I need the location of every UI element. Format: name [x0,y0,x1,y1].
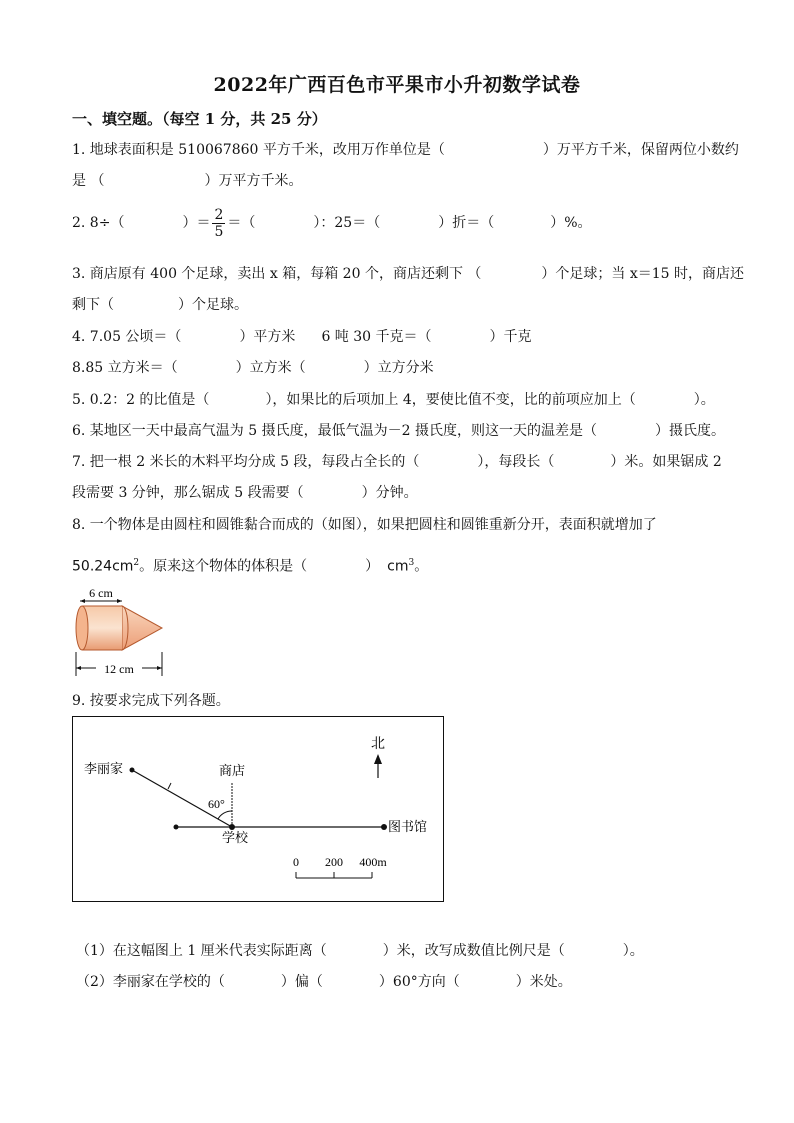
fraction-two-fifths [212,207,225,240]
q9-1-text-c: ）。 [622,943,644,959]
q9-text: 9. 按要求完成下列各题。 [72,693,230,709]
library-point [381,824,387,830]
question-8-line-2 [72,553,428,577]
question-5 [72,390,715,410]
section-heading: 一、填空题。（每空 1 分，共 25 分） [72,110,327,128]
angle-label: 60° [208,797,225,811]
direction-map [72,716,444,902]
q4-text-b: ）平方米 [239,329,296,345]
scale-zero-label: 0 [293,855,299,869]
scale-400-label: 400m [359,855,387,869]
shop-label: 商店 [219,764,246,779]
q2-text-b: ）＝ [182,215,211,231]
top-dimension-label: 6 cm [89,586,113,600]
q7-text-b: ），每段长（ [477,454,555,470]
q2-text-e: ）折＝（ [438,215,495,231]
map-frame [73,717,444,902]
home-point [130,768,135,773]
q4-text-a: 4. 7.05 公顷＝（ [72,329,182,345]
q7-text-e: ）分钟。 [361,485,418,501]
bottom-dimension-label: 12 cm [104,662,134,676]
question-3-line-2 [72,295,248,315]
q4-text-e: 8.85 立方米＝（ [72,360,178,376]
q3-text-d: ）个足球。 [178,297,248,313]
q4-text-g: ）立方分米 [363,360,434,376]
library-label: 图书馆 [388,820,428,835]
q8-volume-exponent: 3 [408,558,415,568]
q2-text-f: ）%。 [550,215,592,231]
cylinder-left-face [76,606,88,650]
question-9-part-1 [76,941,644,961]
question-9-part-2 [76,972,572,992]
question-4-line-1 [72,327,532,347]
q4-text-c: 6 吨 30 千克＝（ [321,329,432,345]
q5-text-b: ），如果比的后项加上 4，要使比值不变，比的前项应加上（ [265,392,636,408]
q9-1-text-b: ）米，改写成数值比例尺是（ [382,943,565,959]
q8-text-a: 8. 一个物体是由圆柱和圆锥黏合而成的（如图），如果把圆柱和圆锥重新分开，表面积就增加了 [72,517,657,533]
q8-volume-unit: cm [387,558,409,575]
q6-text-a: 6. 某地区一天中最高气温为 5 摄氏度，最低气温为－2 摄氏度，则这一天的温差是（ [72,423,597,439]
north-label: 北 [371,736,385,752]
q8-area-value: 50.24cm [72,558,134,575]
q9-1-text-a: （1）在这幅图上 1 厘米代表实际距离（ [76,943,327,959]
q4-text-f: ）立方米（ [235,360,306,376]
fraction-denominator: 5 [214,223,224,240]
cylinder-cone-figure [70,584,170,680]
question-1-line-1 [72,140,739,160]
q4-text-d: ）千克 [489,329,532,345]
q8-text-b: 。原来这个物体的体积是（ [139,558,308,575]
question-4-line-2 [72,358,434,378]
q1-text-c: 是 （ [72,173,105,189]
fraction-numerator: 2 [214,206,224,223]
question-8-line-1 [72,515,657,535]
q1-text-d: ）万平方千米。 [204,173,303,189]
q8-area-exponent: 2 [133,558,140,568]
scale-200-label: 200 [325,855,343,869]
question-7-line-2 [72,483,418,503]
q9-2-text-b: ）偏（ [280,974,323,990]
q3-text-b: ）个足球；当 x＝15 时，商店还 [541,266,745,282]
q7-text-a: 7. 把一根 2 米长的木料平均分成 5 段，每段占全长的（ [72,454,420,470]
q5-text-c: ）。 [693,392,715,408]
school-point [229,824,235,830]
q9-2-text-d: ）米处。 [515,974,572,990]
question-3-line-1 [72,264,744,284]
q6-text-b: ）摄氏度。 [654,423,725,439]
q8-text-c: ） [365,558,380,575]
question-2 [72,205,592,241]
school-label: 学校 [222,831,249,846]
q8-text-d: 。 [414,558,429,575]
q5-text-a: 5. 0.2：2 的比值是（ [72,392,210,408]
q2-text-d: ）：25＝（ [313,215,381,231]
q9-2-text-c: ）60°方向（ [378,974,460,990]
q3-text-c: 剩下（ [72,297,114,313]
exam-title: 2022年广西百色市平果市小升初数学试卷 [213,74,581,96]
q2-text-c: ＝（ [227,215,256,231]
home-label: 李丽家 [84,762,124,777]
q1-text-a: 1. 地球表面积是 510067860 平方千米，改用万作单位是（ [72,142,445,158]
q7-text-d: 段需要 3 分钟，那么锯成 5 段需要（ [72,485,304,501]
q7-text-c: ）米。如果锯成 2 [610,454,722,470]
question-7-line-1 [72,452,722,472]
question-9-prompt [72,691,230,711]
q2-text-a: 2. 8÷（ [72,215,125,231]
question-1-line-2 [72,171,302,191]
q1-text-b: ）万平方千米，保留两位小数约 [542,142,739,158]
question-6 [72,421,725,441]
q9-2-text-a: （2）李丽家在学校的（ [76,974,225,990]
q3-text-a: 3. 商店原有 400 个足球，卖出 x 箱，每箱 20 个，商店还剩下 （ [72,266,482,282]
